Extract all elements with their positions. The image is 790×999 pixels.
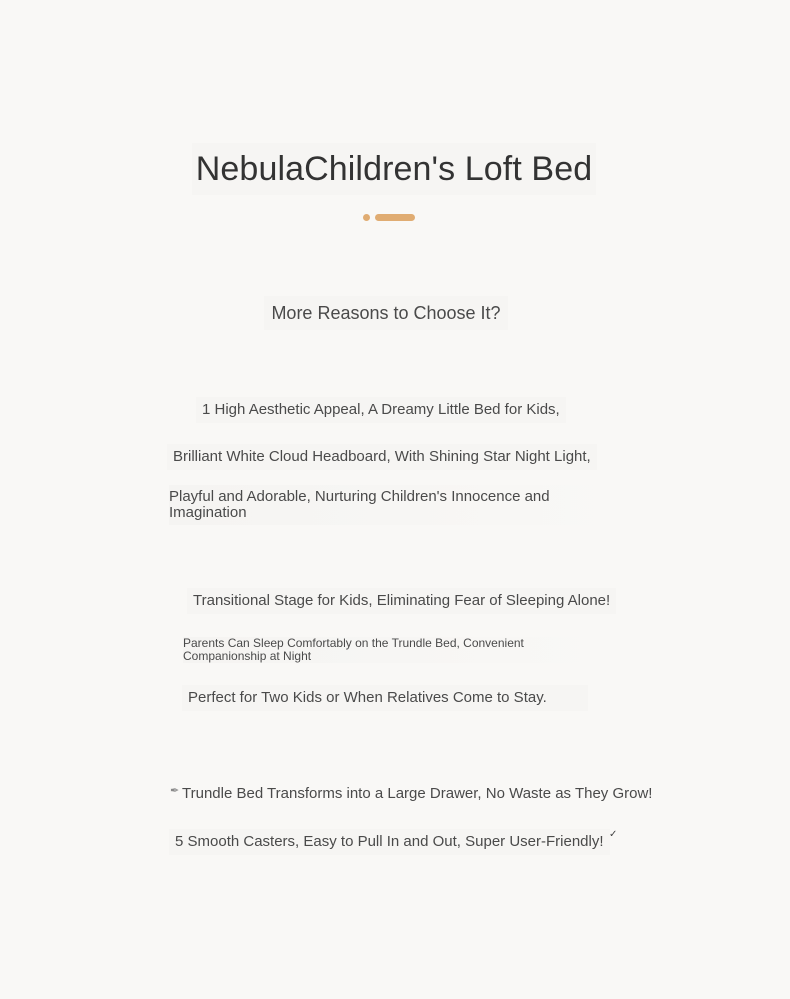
divider-bar [375,214,415,221]
divider-dot [363,214,370,221]
feature-line-3: Playful and Adorable, Nurturing Children's Innocence and Imagination [169,485,624,525]
section-subtitle-box [264,296,508,330]
feather-icon: ✒ [170,785,180,797]
feature-line-6: Perfect for Two Kids or When Relatives Come to Stay. [182,685,588,711]
feature-line-2: Brilliant White Cloud Headboard, With Shining Star Night Light, [167,444,597,470]
feature-line-8: 5 Smooth Casters, Easy to Pull In and Out, Super User-Friendly! [169,829,610,855]
feature-line-4: Transitional Stage for Kids, Eliminating Fear of Sleeping Alone! [187,588,616,614]
title-box [192,143,596,195]
page-title: NebulaChildren's Loft Bed [195,149,593,188]
feature-line-7: Trundle Bed Transforms into a Large Drawer, No Waste as They Grow! [182,785,653,802]
feature-line-5: Parents Can Sleep Comfortably on the Trundle Bed, Convenient Companionship at Night [183,637,608,663]
section-subtitle: More Reasons to Choose It? [271,302,501,323]
feature-line-1: 1 High Aesthetic Appeal, A Dreamy Little Bed for Kids, [196,397,566,423]
feather-icon: ✓ [609,829,618,840]
